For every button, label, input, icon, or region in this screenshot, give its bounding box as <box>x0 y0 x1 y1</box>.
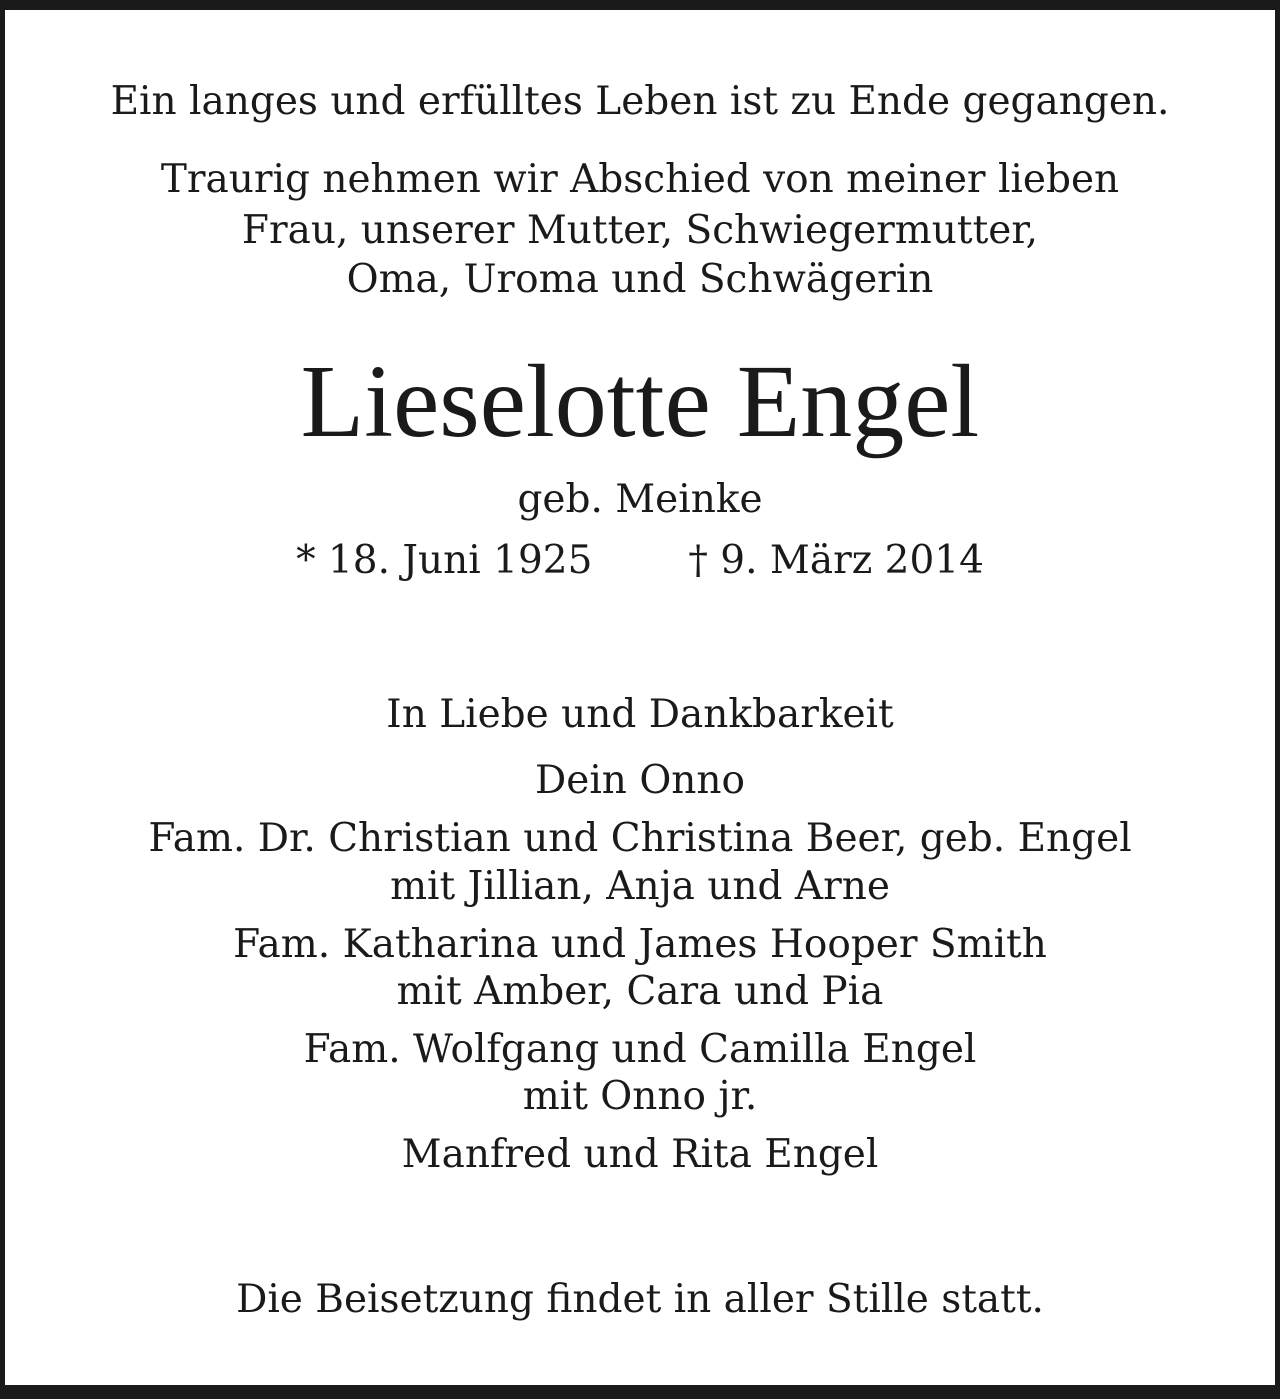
family-3-line-1: Fam. Wolfgang und Camilla Engel <box>303 1027 977 1072</box>
deceased-name: Lieselotte Engel <box>300 344 980 459</box>
family-2-line-1: Fam. Katharina und James Hooper Smith <box>233 922 1047 967</box>
family-1-line-1: Fam. Dr. Christian und Christina Beer, geb. Engel <box>148 816 1132 861</box>
mourner-last: Manfred und Rita Engel <box>401 1132 879 1177</box>
life-dates <box>5 536 1275 586</box>
intro-text: Ein langes und erfülltes Leben ist zu Ende gegangen. <box>110 79 1170 124</box>
funeral-note: Die Beisetzung findet in aller Stille statt. <box>236 1277 1044 1322</box>
death-date: † 9. März 2014 <box>688 538 984 583</box>
farewell-line-1: Traurig nehmen wir Abschied von meiner lieben <box>160 157 1120 202</box>
family-2-line-2: mit Amber, Cara und Pia <box>396 969 884 1014</box>
mourners-heading: In Liebe und Dankbarkeit <box>386 692 894 737</box>
farewell-line-3: Oma, Uroma und Schwägerin <box>346 257 934 302</box>
mourner-spouse: Dein Onno <box>534 758 746 803</box>
maiden-name: geb. Meinke <box>517 477 763 522</box>
family-1-line-2: mit Jillian, Anja und Arne <box>390 864 890 909</box>
birth-date: * 18. Juni 1925 <box>296 538 593 583</box>
farewell-line-2: Frau, unserer Mutter, Schwiegermutter, <box>241 208 1039 253</box>
family-3-line-2: mit Onno jr. <box>522 1074 758 1119</box>
